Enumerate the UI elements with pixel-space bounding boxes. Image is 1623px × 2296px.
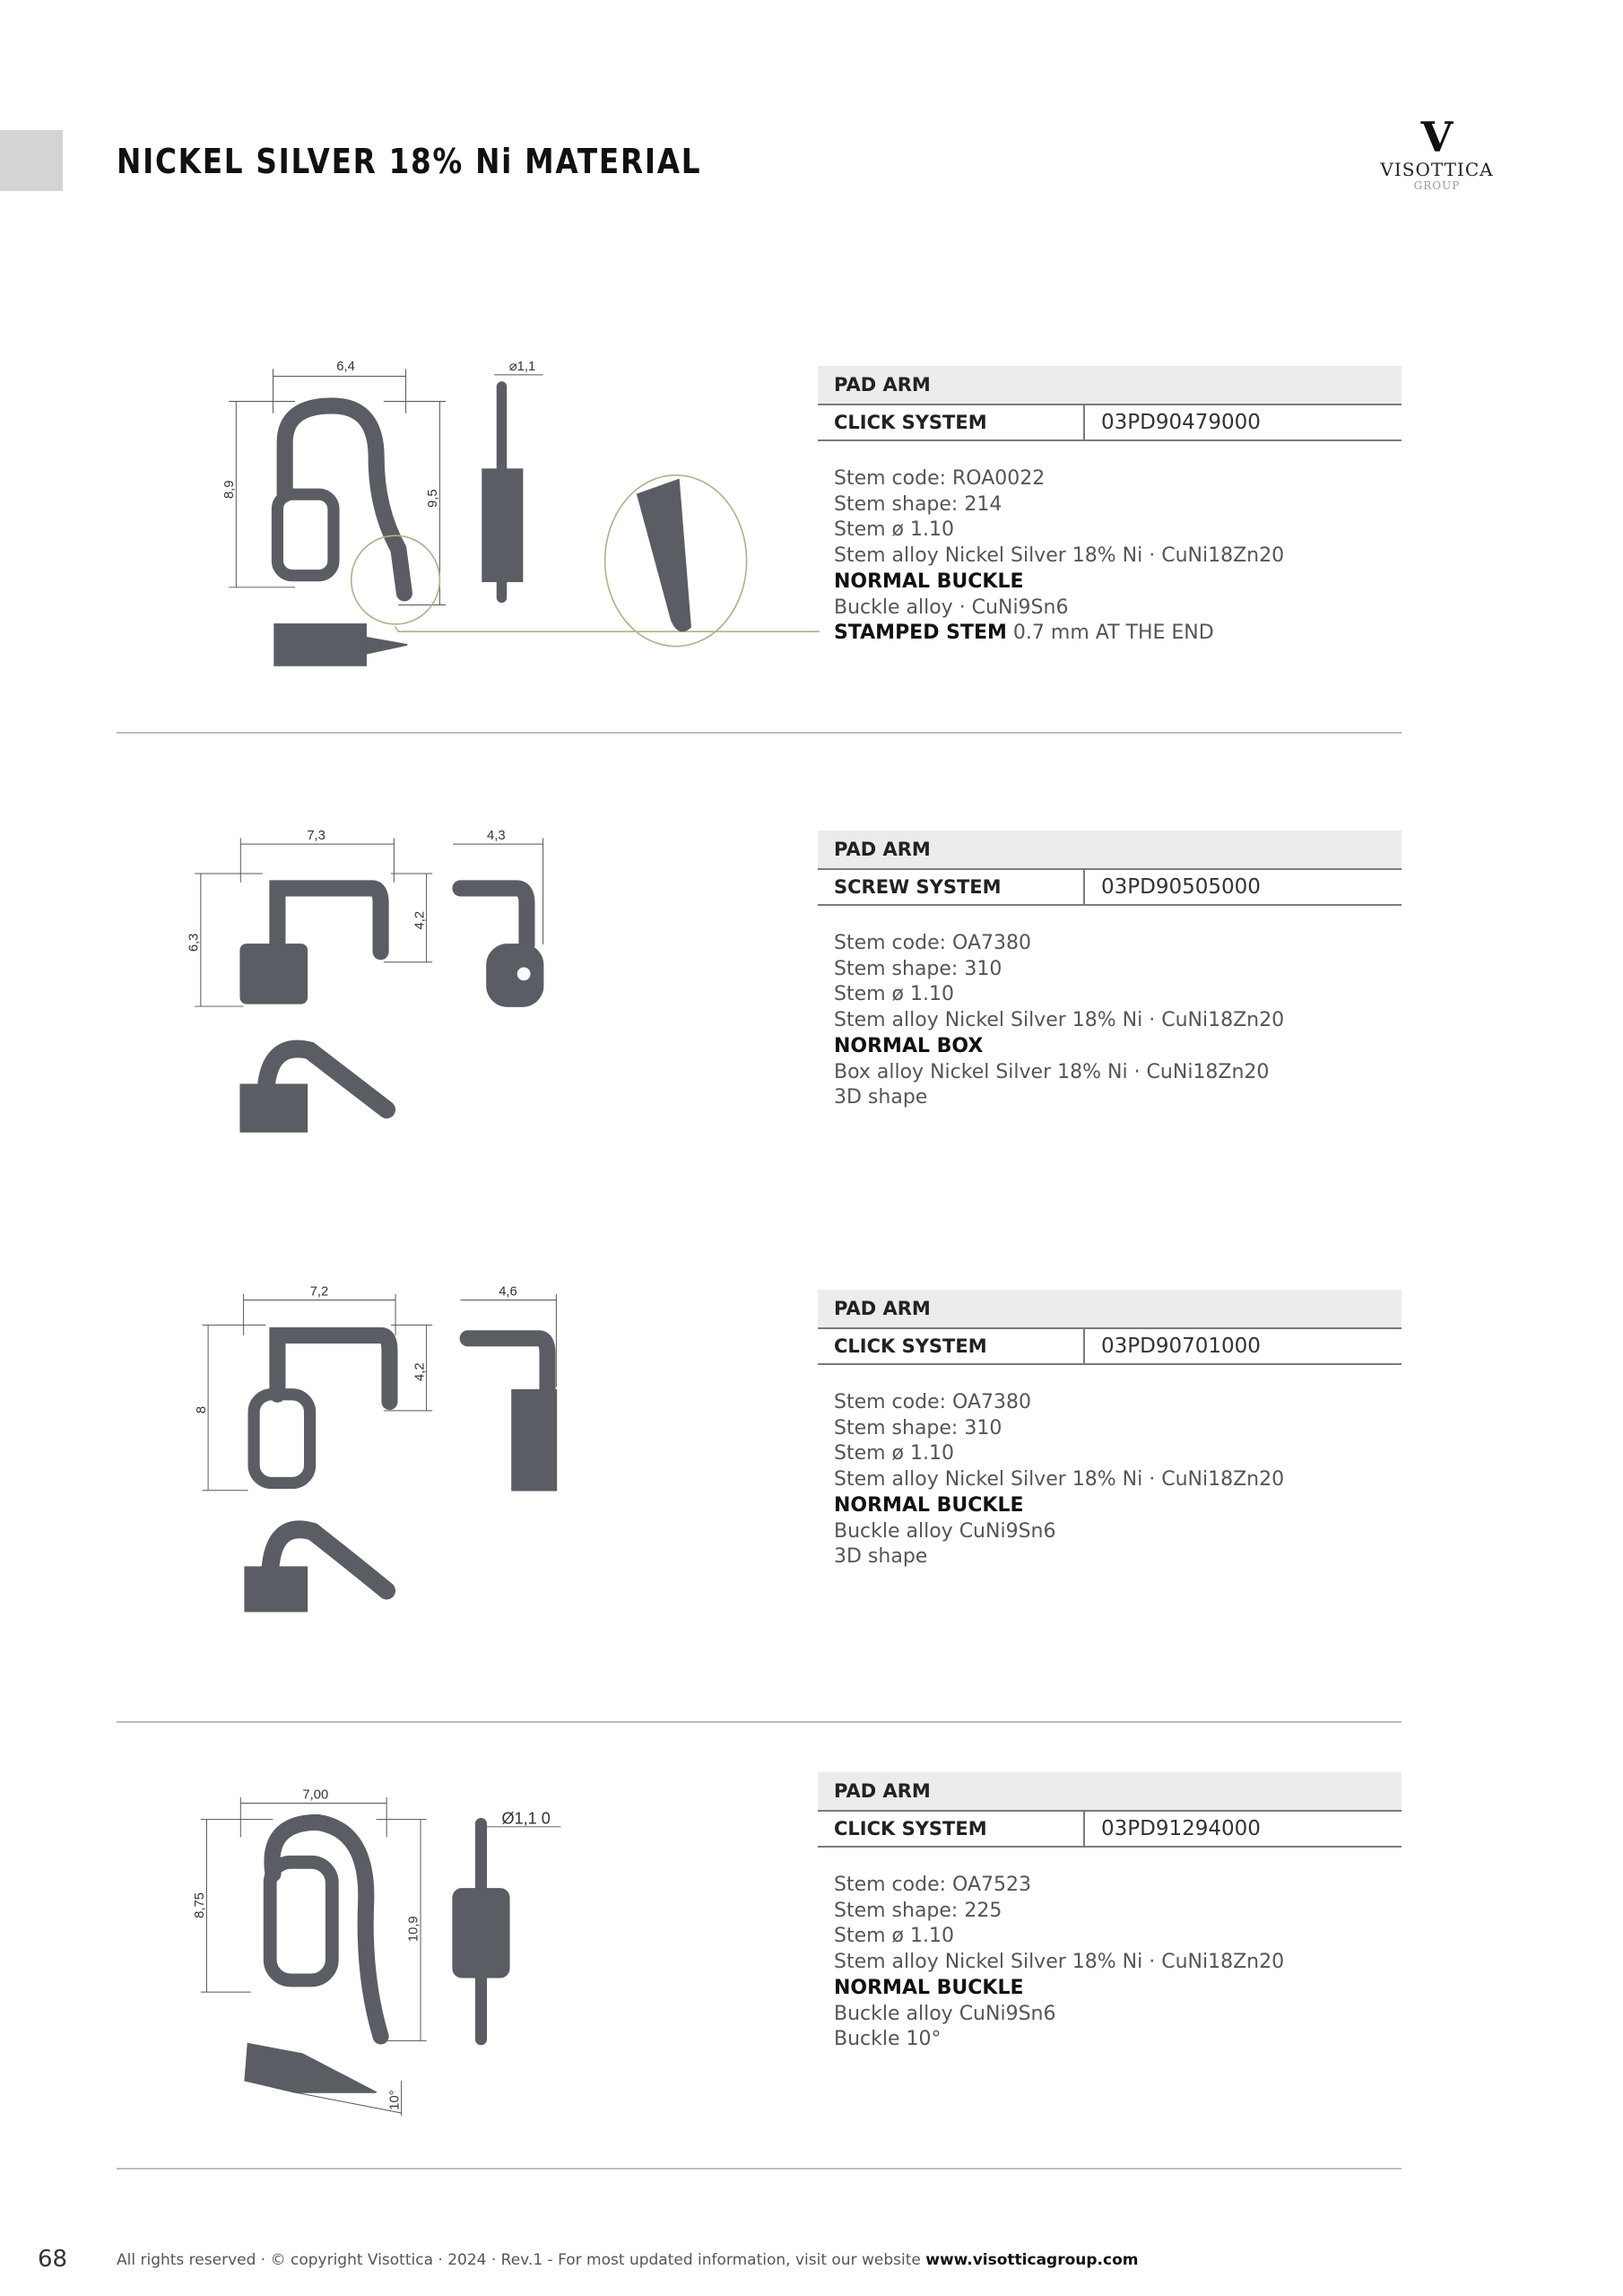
spec-line-text: 3D shape	[834, 1545, 928, 1569]
spec-table	[818, 831, 1402, 1111]
dim-label: 4,2	[412, 910, 428, 930]
dim-label: 10,9	[406, 1916, 421, 1943]
spec-table	[818, 1290, 1402, 1570]
system-type: SCREW SYSTEM	[818, 870, 1085, 904]
spec-line-text: Stem ø 1.10	[834, 1925, 954, 1948]
dim-label: 7,2	[309, 1284, 329, 1300]
spec-code-row	[818, 1329, 1402, 1365]
spec-line	[834, 1034, 1402, 1060]
spec-line	[834, 1493, 1402, 1519]
spec-line	[834, 1544, 1402, 1570]
spec-line-text: Stem alloy Nickel Silver 18% Ni · CuNi18Zn20	[834, 544, 1285, 568]
spec-line-text: Stem code: OA7523	[834, 1874, 1031, 1896]
spec-line-text: Stem ø 1.10	[834, 1442, 954, 1465]
spec-line-text: Stem alloy Nickel Silver 18% Ni · CuNi18Zn20	[834, 1009, 1285, 1032]
dim-label: 8,9	[222, 480, 238, 500]
spec-line-bold: NORMAL BUCKLE	[834, 1976, 1024, 1999]
spec-line-text: Stem shape: 310	[834, 957, 1002, 980]
spec-line-text: Buckle 10°	[834, 2028, 942, 2051]
spec-line-bold: STAMPED STEM	[834, 622, 1007, 645]
system-type: CLICK SYSTEM	[818, 1812, 1085, 1846]
spec-line	[834, 2027, 1402, 2053]
spec-line	[834, 517, 1402, 544]
spec-table	[818, 366, 1402, 647]
spec-line	[834, 466, 1402, 492]
logo-mark: V	[1420, 113, 1454, 161]
spec-line-text: Stem code: ROA0022	[834, 467, 1046, 490]
spec-line-text: Stem alloy Nickel Silver 18% Ni · CuNi18Zn20	[834, 1951, 1285, 1974]
copyright-text: All rights reserved · © copyright Visottica · 2024 · Rev.1 - For most updated information, visit our website	[117, 2251, 926, 2269]
spec-line	[834, 957, 1402, 983]
spec-line	[834, 1924, 1402, 1950]
spec-line	[834, 1416, 1402, 1442]
dim-label: 6,4	[336, 359, 355, 374]
spec-line	[834, 1950, 1402, 1976]
spec-line-text: Box alloy Nickel Silver 18% Ni · CuNi18Zn20	[834, 1060, 1270, 1083]
dim-label: ⌀1,1	[508, 359, 536, 374]
spec-code-row	[818, 405, 1402, 441]
spec-line	[834, 1008, 1402, 1034]
dim-label: 6,3	[187, 933, 202, 952]
logo-name: VISOTTICA	[1380, 159, 1494, 180]
spec-line	[834, 621, 1402, 647]
spec-line	[834, 1060, 1402, 1086]
spec-line	[834, 1873, 1402, 1899]
section-divider	[117, 1721, 1402, 1723]
spec-line	[834, 1976, 1402, 2002]
dimension-labels	[187, 360, 551, 2110]
spec-line-text: 0.7 mm AT THE END	[1006, 622, 1214, 645]
spec-line-text: Stem shape: 225	[834, 1899, 1002, 1922]
spec-line	[834, 492, 1402, 518]
dim-label: 7,00	[302, 1787, 329, 1803]
dim-label: 7,3	[307, 829, 325, 844]
spec-lines	[818, 466, 1402, 647]
spec-lines	[818, 1390, 1402, 1570]
system-type: CLICK SYSTEM	[818, 1329, 1085, 1363]
spec-lines	[818, 1873, 1402, 2053]
spec-line-text: Stem shape: 310	[834, 1416, 1002, 1439]
spec-line-text: Stem code: OA7380	[834, 1391, 1031, 1413]
spec-title: PAD ARM	[818, 1290, 1402, 1329]
logo-sub: GROUP	[1413, 179, 1461, 192]
section-divider	[117, 2168, 1402, 2170]
dim-label: 4,6	[499, 1284, 517, 1300]
dim-label: 9,5	[426, 489, 441, 508]
spec-table	[818, 1772, 1402, 2053]
spec-line	[834, 2002, 1402, 2028]
system-type: CLICK SYSTEM	[818, 405, 1085, 439]
spec-code-row	[818, 870, 1402, 906]
spec-line	[834, 544, 1402, 570]
spec-title: PAD ARM	[818, 1772, 1402, 1812]
product-code: 03PD91294000	[1101, 1817, 1261, 1840]
dim-label: 4,3	[487, 829, 506, 844]
spec-line-text: Stem code: OA7380	[834, 932, 1031, 954]
spec-line-bold: NORMAL BOX	[834, 1034, 984, 1057]
dim-label: 4,2	[412, 1362, 428, 1381]
spec-line	[834, 1390, 1402, 1416]
dim-label: 10°	[387, 2090, 403, 2110]
spec-line-text: Stem ø 1.10	[834, 518, 954, 542]
spec-line	[834, 931, 1402, 957]
spec-lines	[818, 931, 1402, 1111]
spec-title: PAD ARM	[818, 831, 1402, 870]
spec-line-text: Buckle alloy CuNi9Sn6	[834, 2002, 1056, 2025]
spec-line	[834, 1899, 1402, 1925]
spec-line	[834, 570, 1402, 596]
spec-line	[834, 596, 1402, 622]
page-number: 68	[38, 2246, 68, 2273]
product-code: 03PD90505000	[1101, 875, 1261, 899]
footer-text	[117, 2251, 1139, 2269]
spec-code-row	[818, 1812, 1402, 1848]
website-link[interactable]: www.visotticagroup.com	[925, 2251, 1139, 2269]
spec-line-text: Stem alloy Nickel Silver 18% Ni · CuNi18Zn20	[834, 1468, 1285, 1492]
dim-label: 8	[194, 1405, 209, 1414]
product-code: 03PD90701000	[1101, 1335, 1261, 1358]
section-divider	[117, 732, 1402, 734]
part-drawings	[240, 387, 819, 2092]
spec-line-text: Buckle alloy · CuNi9Sn6	[834, 596, 1069, 619]
spec-line-text: Stem ø 1.10	[834, 983, 954, 1006]
spec-line-text: 3D shape	[834, 1086, 928, 1109]
dim-label: 8,75	[193, 1892, 208, 1918]
spec-line	[834, 1441, 1402, 1467]
spec-line	[834, 1085, 1402, 1111]
spec-line-bold: NORMAL BUCKLE	[834, 570, 1024, 593]
product-code: 03PD90479000	[1101, 411, 1261, 434]
spec-line	[834, 1519, 1402, 1545]
spec-line-text: Buckle alloy CuNi9Sn6	[834, 1519, 1056, 1543]
spec-line-bold: NORMAL BUCKLE	[834, 1493, 1024, 1517]
page-title: NICKEL SILVER 18% Ni MATERIAL	[117, 142, 702, 181]
spec-line-text: Stem shape: 214	[834, 492, 1002, 516]
spec-line	[834, 982, 1402, 1008]
dim-label: Ø1,1 0	[501, 1809, 551, 1828]
spec-line	[834, 1467, 1402, 1493]
spec-title: PAD ARM	[818, 366, 1402, 405]
